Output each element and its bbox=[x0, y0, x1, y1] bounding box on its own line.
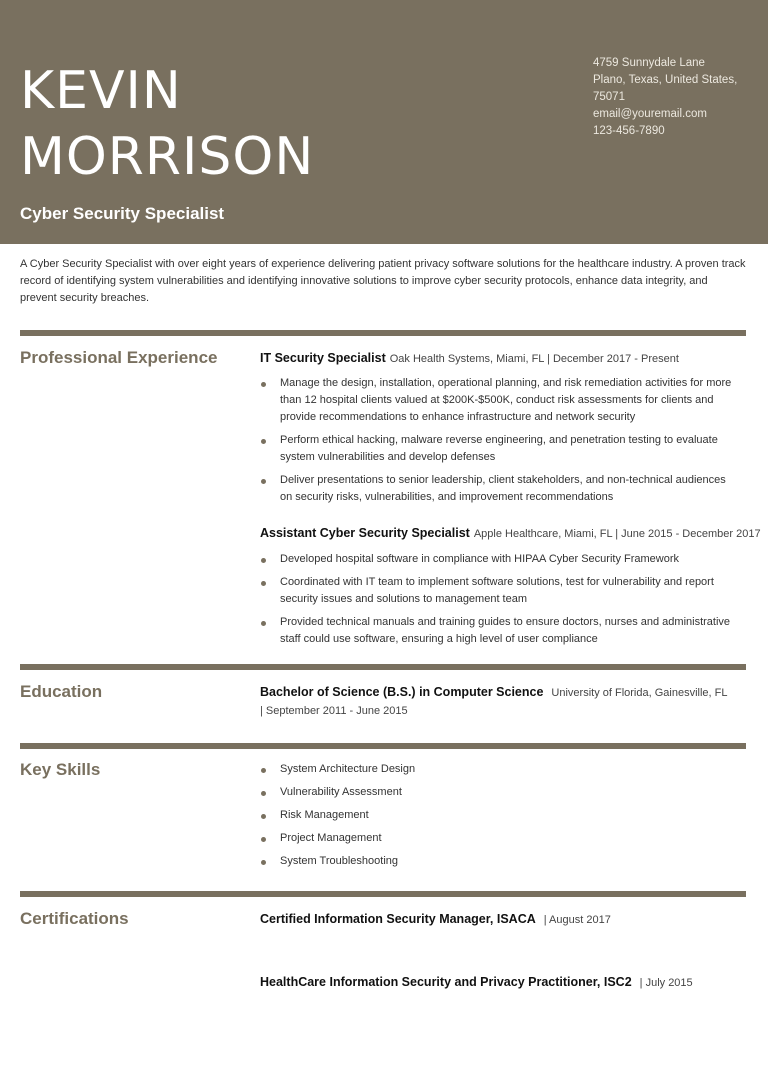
cert-1-date: | August 2017 bbox=[543, 914, 611, 926]
job-2-meta: Apple Healthcare, Miami, FL | June 2015 - December 2017 bbox=[473, 528, 761, 540]
contact-block bbox=[593, 55, 753, 140]
bullet-icon bbox=[261, 439, 266, 444]
bullet-icon bbox=[261, 768, 266, 773]
degree: Bachelor of Science (B.S.) in Computer Science bbox=[260, 685, 544, 699]
bullet-text: Coordinated with IT team to implement software solutions, test for vulnerability and report security issues and solutions to management team bbox=[280, 576, 714, 605]
section-divider bbox=[20, 330, 746, 336]
skill-text: System Troubleshooting bbox=[280, 855, 399, 867]
list-item bbox=[260, 375, 740, 426]
candidate-name bbox=[20, 58, 440, 190]
cert-1-name: Certified Information Security Manager, ISACA bbox=[260, 912, 536, 926]
skill-text: Risk Management bbox=[280, 809, 369, 821]
job-2-role: Assistant Cyber Security Specialist bbox=[260, 526, 470, 540]
address-line-2: Plano, Texas, United States, bbox=[593, 74, 738, 86]
bullet-text: Deliver presentations to senior leadership, client stakeholders, and non-technical audiences on security risks, vulnerabilities, and improvement recommendations bbox=[280, 474, 726, 503]
bullet-text: Perform ethical hacking, malware reverse engineering, and penetration testing to evaluate system vulnerabilities and develop defenses bbox=[280, 434, 718, 463]
summary: A Cyber Security Specialist with over eight years of experience delivering patient privacy software solutions for the healthcare industry. A proven track record of identifying system vulnerabilities and identifying innovative solutions to improve cyber security protocols, enhance data integrity, and prevent security breaches. bbox=[20, 258, 746, 304]
job-title: Cyber Security Specialist bbox=[20, 204, 225, 223]
job-1-bullets bbox=[260, 375, 740, 512]
bullet-icon bbox=[261, 479, 266, 484]
bullet-text: Provided technical manuals and training guides to ensure doctors, nurses and administrative staff could use software, ensuring a high level of user compliance bbox=[280, 616, 731, 645]
degree-line bbox=[260, 685, 727, 699]
skills-list bbox=[260, 761, 740, 876]
skill-text: Project Management bbox=[280, 832, 382, 844]
skill-text: Vulnerability Assessment bbox=[280, 786, 402, 798]
skills-heading: Key Skills bbox=[20, 760, 101, 779]
cert-2 bbox=[260, 975, 693, 989]
bullet-icon bbox=[261, 837, 266, 842]
list-item bbox=[260, 853, 740, 870]
skill-text: System Architecture Design bbox=[280, 763, 416, 775]
certifications-heading: Certifications bbox=[20, 909, 129, 928]
section-divider bbox=[20, 743, 746, 749]
cert-1 bbox=[260, 912, 611, 926]
cert-2-date: | July 2015 bbox=[639, 977, 693, 989]
bullet-icon bbox=[261, 558, 266, 563]
bullet-icon bbox=[261, 860, 266, 865]
header-band bbox=[0, 0, 768, 244]
experience-heading: Professional Experience bbox=[20, 348, 218, 367]
section-divider bbox=[20, 891, 746, 897]
list-item bbox=[260, 432, 740, 466]
phone: 123-456-7890 bbox=[593, 125, 665, 137]
address-line-1: 4759 Sunnydale Lane bbox=[593, 57, 705, 69]
bullet-text: Developed hospital software in compliance with HIPAA Cyber Security Framework bbox=[280, 553, 680, 565]
list-item bbox=[260, 807, 740, 824]
job-1-role: IT Security Specialist bbox=[260, 351, 386, 365]
first-name: KEVIN bbox=[20, 61, 182, 121]
list-item bbox=[260, 574, 740, 608]
list-item bbox=[260, 830, 740, 847]
list-item bbox=[260, 761, 740, 778]
job-1-meta: Oak Health Systems, Miami, FL | December 2017 - Present bbox=[389, 353, 679, 365]
last-name: MORRISON bbox=[20, 127, 315, 187]
list-item bbox=[260, 551, 740, 568]
section-divider bbox=[20, 664, 746, 670]
email[interactable]: email@youremail.com bbox=[593, 108, 707, 120]
job-2-bullets bbox=[260, 551, 740, 654]
address-line-3: 75071 bbox=[593, 91, 625, 103]
bullet-icon bbox=[261, 814, 266, 819]
job-1-title bbox=[260, 351, 679, 365]
list-item bbox=[260, 472, 740, 506]
school: University of Florida, Gainesville, FL bbox=[551, 687, 728, 699]
bullet-icon bbox=[261, 791, 266, 796]
cert-2-name: HealthCare Information Security and Privacy Practitioner, ISC2 bbox=[260, 975, 632, 989]
bullet-icon bbox=[261, 581, 266, 586]
education-heading: Education bbox=[20, 682, 103, 701]
bullet-text: Manage the design, installation, operational planning, and risk remediation activities for more than 12 hospital clients valued at $200K-$500K, conduct risk assessments for clients and provide recommendations to enhance infrastructure and network security bbox=[280, 377, 732, 423]
bullet-icon bbox=[261, 621, 266, 626]
list-item bbox=[260, 784, 740, 801]
job-2-title bbox=[260, 526, 761, 540]
list-item bbox=[260, 614, 740, 648]
education-dates: | September 2011 - June 2015 bbox=[260, 705, 408, 717]
bullet-icon bbox=[261, 382, 266, 387]
